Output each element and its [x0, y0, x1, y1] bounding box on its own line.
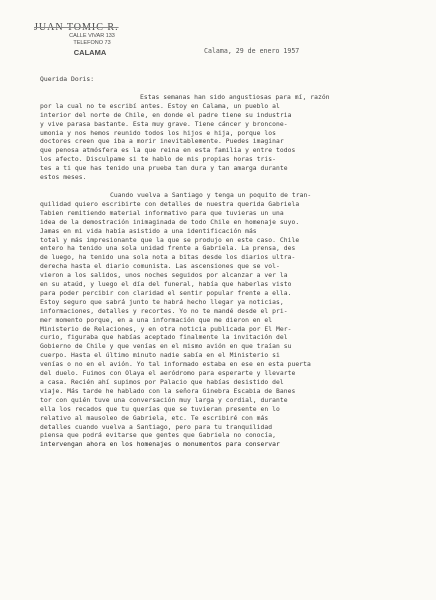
text-line: Ministerio de Relaciones, y en otra noticia publicada por El Mer- [40, 325, 292, 333]
text-line: por la cual no te escribí antes. Estoy en Calama, un pueblo al [40, 102, 280, 110]
text-line: Jamas en mi vida había asistido a una identificación más [40, 227, 257, 235]
text-line: para poder percibir con claridad el sentir popular frente a ella. [40, 289, 292, 297]
text-line: idea de la demostración inimaginada de todo Chile en homenaje suyo. [40, 218, 300, 226]
text-line: total y más impresionante que la que se produjo en este caso. Chile [40, 236, 300, 244]
text-line: derecha hasta el diario comunista. Las ascensiones que se vol- [40, 263, 280, 271]
paragraph-1 [40, 94, 422, 183]
text-line: cuerpo. Hasta el último minuto nadie sabía en el Ministerio si [40, 352, 280, 360]
letterhead [34, 22, 144, 57]
text-line: en su ataúd, y luego el día del funeral, había que haberlas visto [40, 281, 292, 289]
text-line: Estas semanas han sido angustiosas para mí, razón [140, 93, 330, 101]
letterhead-city: CALAMA [73, 48, 107, 57]
text-line: vieron a los salidos, unos noches seguidos por alcanzar a ver la [40, 272, 288, 280]
text-line: viaje. Más tarde he hablado con la señora Ginebra Escabia de Banes [40, 387, 296, 395]
text-line: doctores creen que iba a morir inevitablemente. Puedes imaginar [40, 138, 284, 146]
text-line: que penosa atmósfera es la que reina en esta familia y entre todos [40, 147, 296, 155]
text-line: Cuando vuelva a Santiago y tenga un poquito de tran- [110, 191, 312, 199]
text-line: Estoy seguro que sabrá junto te habrá hecho llegar ya noticias, [40, 298, 284, 306]
text-line: ella los recados que tu querías que se tuvieran presente en lo [40, 405, 280, 413]
text-line: piensa que podrá evitarse que gentes que Gabriela no conocía, [40, 432, 277, 440]
text-line: umonia y nos hemos reunido todos los hijos e hija, porque los [40, 129, 277, 137]
text-line: intervengan ahora en los homenajes o monumentos para conservar [40, 441, 280, 449]
text-line: quilidad quiero escribirte con detalles de nuestra querida Gabriela [40, 200, 300, 208]
text-line: los afecto. Disculpame si te hablo de mis propias horas tris- [40, 156, 277, 164]
text-line: entero ha tenido una sola unidad frente a Gabriela. La prensa, des [40, 245, 296, 253]
text-line: Gobierno de Chile y que venías en el mismo avión en que traían su [40, 343, 292, 351]
text-line: venías o no en el avión. Yo tal informado estaba en ese en esta puerta [40, 361, 311, 369]
text-line: mer momento porque, en a una información que me dieron en el [40, 316, 273, 324]
text-line: tor con quién tuve una conversación muy larga y cordial, durante [40, 396, 288, 404]
text-line: a casa. Recién ahí supimos por Palacio que habías desistido del [40, 379, 284, 386]
text-line: Tabien remitiendo material informativo para que tuvieras un una [40, 209, 284, 217]
text-line: curio, figuraba que habías aceptado finalmente la invitación del [40, 334, 288, 342]
letterhead-phone: TELEFONO 73 [73, 40, 111, 46]
letter-date: Calama, 29 de enero 1957 [204, 47, 300, 55]
paragraph-2 [40, 192, 422, 450]
text-line: tes a ti que has tenido una prueba tan dura y tan amarga durante [40, 165, 288, 173]
text-line: relativo al mausoleo de Gabriela, etc. Te escribiré con más [40, 414, 269, 422]
letterhead-street: CALLE VIVAR 133 [69, 33, 115, 39]
text-line: estos meses. [40, 174, 87, 182]
salutation: Querida Doris: [40, 76, 95, 83]
text-line: detalles cuando vuelva a Santiago, pero para tu tranquilidad [40, 423, 273, 431]
text-line: del duelo. Fuimos con Olaya el aeródromo para esperarte y llevarte [40, 370, 296, 378]
text-line: de luego, ha tenido una sola nota a bitas desde los diarios ultra- [40, 254, 296, 262]
text-line: interior del norte de Chile, en donde el padre tiene su industria [40, 111, 292, 119]
text-line: informaciones, detalles y recortes. Yo no te mandé desde el pri- [40, 307, 288, 315]
letterhead-name: JUAN TOMIC R. [34, 22, 119, 33]
letter-body [40, 76, 422, 459]
text-line: y vive parasa bastante. Esta muy grave. Tiene cáncer y broncone- [40, 120, 288, 128]
